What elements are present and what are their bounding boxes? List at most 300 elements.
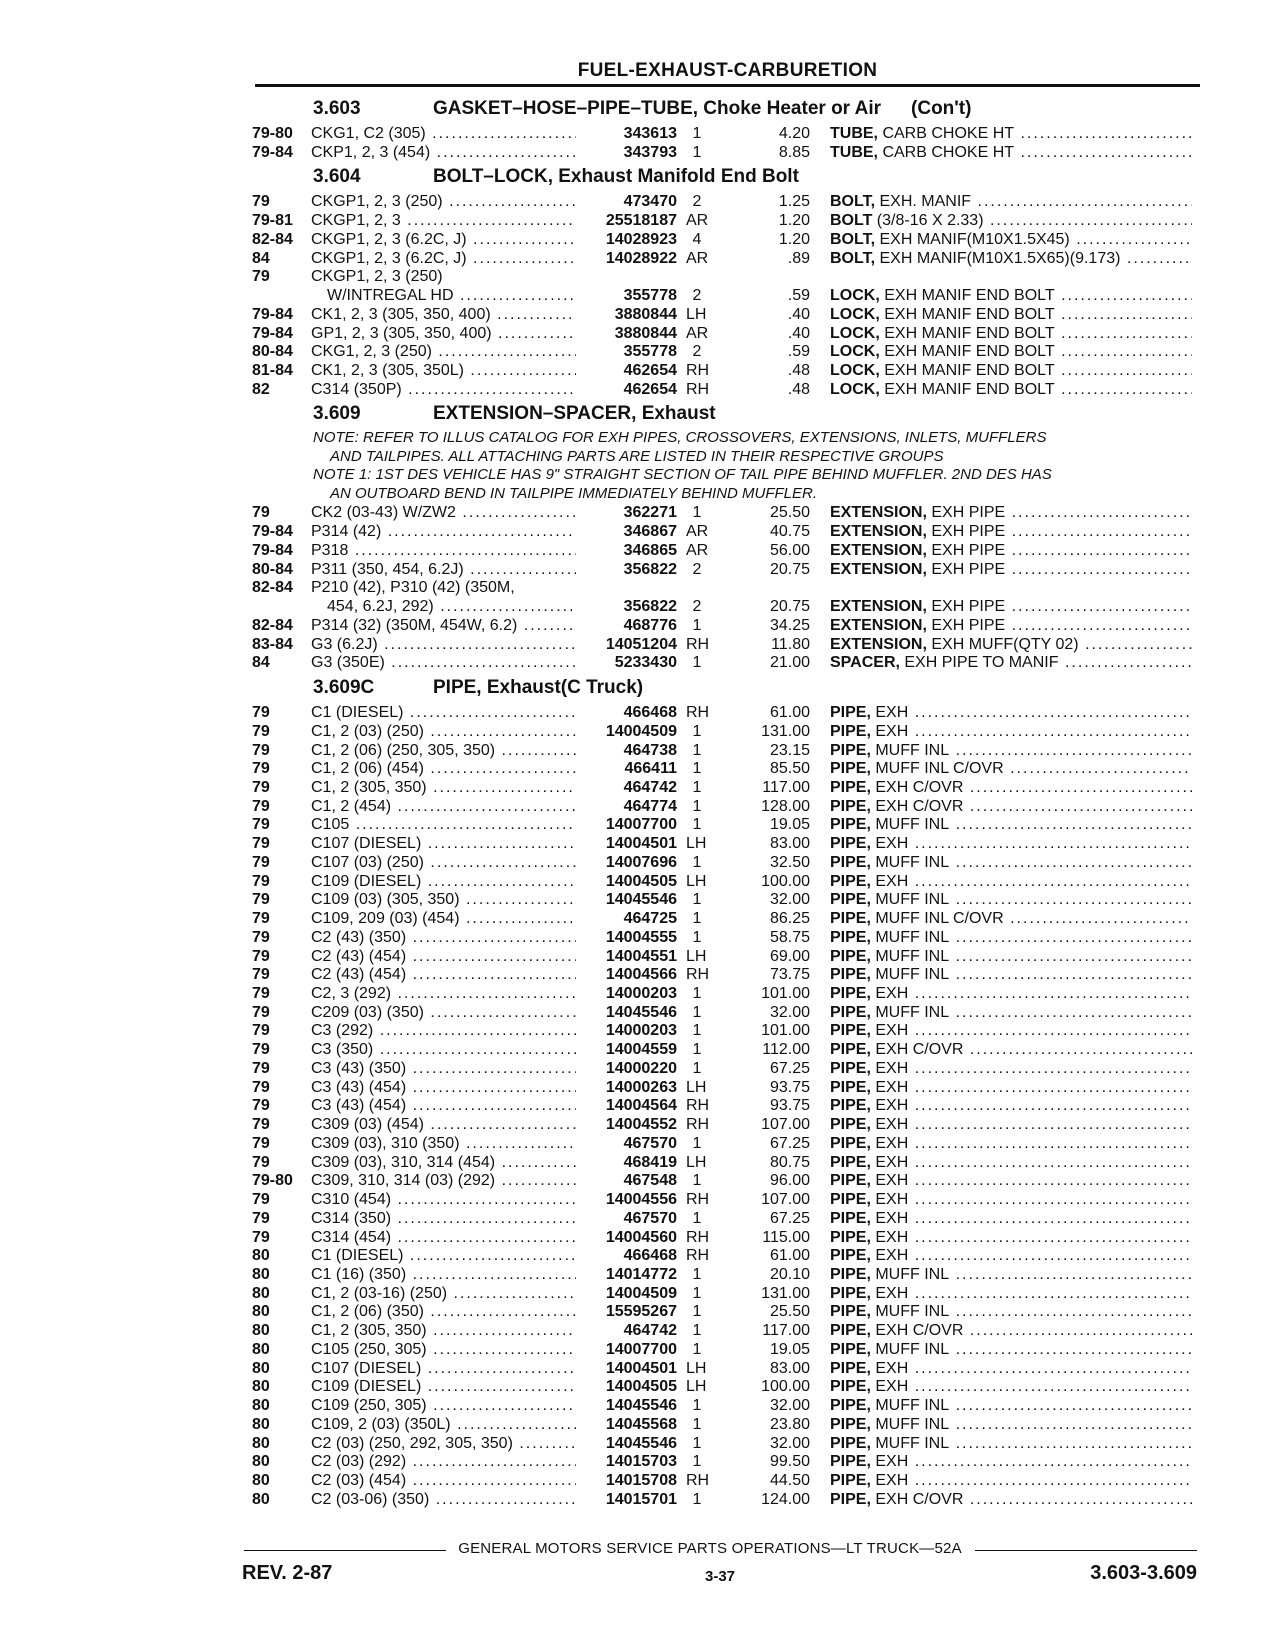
list-price: 1.20 (778, 230, 810, 248)
model-year: 80-84 (252, 560, 293, 578)
model-year: 79 (252, 1097, 270, 1115)
parts-row (0, 578, 1280, 597)
part-detail: MUFF INL C/OVR (870, 760, 1004, 778)
parts-row (0, 286, 1280, 305)
model-application: C1 (16) (350) ..... (311, 1265, 576, 1284)
part-description (830, 853, 1192, 872)
section-subtitle: (Con't) (911, 98, 972, 119)
list-price: 23.80 (769, 1415, 810, 1433)
part-detail: EXH MANIF END BOLT (879, 380, 1055, 398)
model-application: P311 (350, 454, 6.2J) ..... (311, 560, 576, 579)
model-year: 80-84 (252, 343, 293, 361)
model-application: C2, 3 (292) ..... (311, 984, 576, 1003)
part-number: 14045546 (605, 1434, 677, 1452)
part-name: PIPE, (830, 1172, 871, 1190)
part-name: PIPE, (830, 1415, 871, 1433)
list-price: .59 (787, 287, 810, 305)
part-description (830, 522, 1192, 541)
part-name: PIPE, (830, 1059, 871, 1077)
parts-row (0, 522, 1280, 541)
part-number: 14004556 (605, 1191, 677, 1209)
part-name: PIPE, (830, 1247, 871, 1265)
quantity: RH (686, 966, 710, 984)
quantity: RH (686, 362, 710, 380)
footer-publisher: GENERAL MOTORS SERVICE PARTS OPERATIONS—LT TRUCK—52A (458, 1540, 962, 1557)
parts-row (0, 890, 1280, 909)
section-title: PIPE, Exhaust(C Truck) (433, 677, 644, 699)
part-detail: EXH PIPE (926, 616, 1006, 634)
model-year: 79 (252, 1153, 270, 1171)
part-name: PIPE, (830, 760, 871, 778)
part-description (830, 928, 1192, 947)
part-name: PIPE, (830, 1134, 871, 1152)
model-year: 80 (252, 1453, 270, 1471)
part-description (830, 1452, 1192, 1471)
model-year: 79-81 (252, 212, 293, 230)
part-description (830, 834, 1192, 853)
quantity: LH (686, 1153, 707, 1171)
part-number: 466468 (623, 704, 677, 722)
quantity: 1 (692, 816, 702, 834)
parts-row (0, 1471, 1280, 1490)
part-description (830, 1471, 1192, 1490)
quantity: RH (686, 1228, 710, 1246)
part-detail: EXH (870, 1359, 909, 1377)
model-year: 79-80 (252, 125, 293, 142)
part-number: 14000203 (605, 1022, 677, 1040)
parts-row (0, 1078, 1280, 1097)
model-year: 79 (252, 928, 270, 946)
model-application: CKGP1, 2, 3 (250) (311, 268, 443, 286)
parts-row (0, 230, 1280, 249)
model-application: C314 (350) ..... (311, 1209, 576, 1228)
list-price: 115.00 (762, 1228, 810, 1246)
part-name: EXTENSION, (830, 598, 927, 616)
part-number: 14004509 (605, 1284, 677, 1302)
model-year: 79-84 (252, 523, 293, 541)
part-description (830, 616, 1192, 635)
quantity: 1 (692, 722, 702, 740)
part-detail: CARB CHOKE HT (878, 143, 1015, 161)
part-number: 14000263 (605, 1078, 677, 1096)
model-year: 79 (252, 872, 270, 890)
quantity: 1 (692, 1397, 702, 1415)
quantity: AR (686, 212, 709, 230)
parts-row (0, 909, 1280, 928)
part-number: 14015708 (605, 1471, 677, 1489)
list-price: 107.00 (761, 1191, 810, 1209)
part-number: 462654 (623, 362, 677, 380)
part-detail: EXH (870, 722, 909, 740)
part-number: 362271 (623, 504, 677, 522)
quantity: LH (686, 1378, 707, 1396)
part-description (830, 1190, 1192, 1209)
section-heading (313, 96, 971, 122)
part-name: LOCK, (830, 380, 880, 398)
quantity: LH (686, 947, 707, 965)
quantity: AR (686, 324, 709, 342)
part-description (830, 1434, 1192, 1453)
model-year: 79 (252, 1209, 270, 1227)
quantity: 1 (692, 1134, 702, 1152)
parts-row (0, 928, 1280, 947)
parts-row (0, 1171, 1280, 1190)
part-number: 14045546 (605, 1003, 677, 1021)
part-description (830, 192, 1192, 211)
list-price: 86.25 (769, 910, 810, 928)
quantity: 1 (692, 1340, 702, 1358)
parts-row (0, 192, 1280, 211)
part-description (830, 1321, 1192, 1340)
part-description (830, 909, 1192, 928)
model-application: P314 (32) (350M, 454W, 6.2) ..... (311, 616, 576, 635)
quantity: LH (686, 305, 707, 323)
part-description (830, 872, 1192, 891)
part-detail: EXH PIPE (926, 560, 1006, 578)
list-price: 34.25 (769, 616, 810, 634)
part-number: 14004564 (605, 1097, 677, 1115)
part-number: 15595267 (605, 1303, 677, 1321)
model-year: 84 (252, 249, 270, 267)
part-detail: EXH (870, 1116, 909, 1134)
model-year: 80 (252, 1322, 270, 1340)
list-price: 4.20 (778, 125, 810, 142)
part-number: 464725 (623, 910, 677, 928)
part-detail: EXH (870, 1134, 909, 1152)
quantity: LH (686, 1078, 707, 1096)
model-application: C1, 2 (305, 350) ..... (311, 778, 576, 797)
part-description (830, 1415, 1192, 1434)
quantity: 2 (692, 193, 702, 211)
parts-row (0, 1228, 1280, 1247)
model-year: 79 (252, 1134, 270, 1152)
parts-row (0, 853, 1280, 872)
part-detail: EXH (870, 985, 909, 1002)
part-description (830, 759, 1192, 778)
part-detail: EXH MANIF(M10X1.5X65)(9.173) (875, 249, 1121, 267)
parts-row (0, 1377, 1280, 1396)
part-number: 14014772 (605, 1265, 677, 1283)
parts-row (0, 947, 1280, 966)
part-name: BOLT (830, 212, 873, 230)
part-description (830, 703, 1192, 722)
quantity: 1 (692, 654, 702, 672)
part-name: PIPE, (830, 1397, 871, 1415)
model-year: 79 (252, 797, 270, 815)
part-description (830, 211, 1192, 230)
list-price: .40 (787, 324, 810, 342)
part-number: 3880844 (614, 324, 677, 342)
list-price: .48 (787, 380, 810, 398)
quantity: 1 (692, 985, 702, 1002)
model-application: C314 (454) ..... (311, 1228, 576, 1247)
model-year: 79 (252, 760, 270, 778)
model-application: C2 (03) (454) ..... (311, 1471, 576, 1490)
part-name: PIPE, (830, 1003, 871, 1021)
quantity: RH (686, 1471, 710, 1489)
part-number: 346865 (623, 541, 677, 559)
part-detail: MUFF INL (870, 966, 950, 984)
model-year: 79 (252, 1078, 270, 1096)
model-application: C2 (03-06) (350) ..... (311, 1490, 576, 1509)
quantity: 1 (692, 853, 702, 871)
parts-row (0, 324, 1280, 343)
part-number: 356822 (623, 598, 677, 616)
model-year: 79-84 (252, 324, 293, 342)
part-detail: EXH PIPE (926, 541, 1006, 559)
part-detail: MUFF INL (870, 891, 950, 909)
part-detail: EXH (870, 1378, 909, 1396)
parts-row (0, 616, 1280, 635)
part-description (830, 1246, 1192, 1265)
list-price: 61.00 (769, 704, 810, 722)
part-number: 14051204 (605, 635, 677, 653)
part-description (830, 1153, 1192, 1172)
part-name: LOCK, (830, 305, 880, 323)
part-name: EXTENSION, (830, 504, 927, 522)
model-year: 80 (252, 1265, 270, 1283)
quantity: 1 (692, 1284, 702, 1302)
quantity: 2 (692, 598, 702, 616)
part-name: PIPE, (830, 741, 871, 759)
part-number: 14028923 (605, 230, 677, 248)
section-title: EXTENSION–SPACER, Exhaust (433, 403, 716, 425)
model-year: 79-84 (252, 305, 293, 323)
list-price: 1.20 (778, 212, 810, 230)
quantity: 1 (692, 1322, 702, 1340)
model-application: C107 (DIESEL) ..... (311, 834, 576, 853)
quantity: LH (686, 872, 707, 890)
model-application: CKGP1, 2, 3 (6.2C, J) ..... (311, 249, 576, 268)
parts-row (0, 1265, 1280, 1284)
list-price: 19.05 (769, 1340, 810, 1358)
model-application: C109 (03) (305, 350) ..... (311, 890, 576, 909)
part-name: PIPE, (830, 928, 871, 946)
list-price: 19.05 (769, 816, 810, 834)
part-description (830, 890, 1192, 909)
list-price: 80.75 (769, 1153, 810, 1171)
model-year: 79 (252, 1228, 270, 1246)
part-detail: MUFF INL C/OVR (870, 910, 1004, 928)
part-detail: MUFF INL (870, 853, 950, 871)
section-number: 3.609C (313, 677, 375, 699)
part-name: PIPE, (830, 1041, 871, 1059)
parts-row (0, 778, 1280, 797)
list-price: 61.00 (769, 1247, 810, 1265)
model-application: C2 (03) (250, 292, 305, 350) ..... (311, 1434, 576, 1453)
model-year: 79 (252, 835, 270, 853)
model-application: C105 ..... (311, 815, 576, 834)
model-year: 80 (252, 1378, 270, 1396)
part-description (830, 965, 1192, 984)
part-description (830, 249, 1192, 268)
part-description (830, 1228, 1192, 1247)
part-description (830, 143, 1192, 162)
model-application: GP1, 2, 3 (305, 350, 400) ..... (311, 324, 576, 343)
parts-row (0, 1096, 1280, 1115)
list-price: 117.00 (762, 778, 810, 796)
quantity: 1 (692, 760, 702, 778)
model-year: 80 (252, 1490, 270, 1508)
part-name: EXTENSION, (830, 616, 927, 634)
part-detail: EXH C/OVR (870, 778, 964, 796)
model-year: 79 (252, 741, 270, 759)
part-name: TUBE, (830, 125, 878, 142)
part-number: 468419 (623, 1153, 677, 1171)
section-note: AN OUTBOARD BEND IN TAILPIPE IMMEDIATELY BEHIND MUFFLER. (330, 484, 818, 502)
part-description (830, 361, 1192, 380)
model-application: C109 (DIESEL) ..... (311, 872, 576, 891)
model-year: 79 (252, 704, 270, 722)
part-description (830, 230, 1192, 249)
quantity: 1 (692, 1003, 702, 1021)
part-name: PIPE, (830, 1265, 871, 1283)
part-detail: MUFF INL (870, 1340, 950, 1358)
quantity: 1 (692, 1453, 702, 1471)
quantity: 1 (692, 616, 702, 634)
parts-row (0, 267, 1280, 286)
part-name: PIPE, (830, 1453, 871, 1471)
part-number: 356822 (623, 560, 677, 578)
part-number: 346867 (623, 523, 677, 541)
section-title: GASKET–HOSE–PIPE–TUBE, Choke Heater or Air (433, 98, 882, 119)
part-number: 14004509 (605, 722, 677, 740)
parts-row (0, 797, 1280, 816)
parts-row (0, 342, 1280, 361)
list-price: 93.75 (769, 1078, 810, 1096)
part-description (830, 947, 1192, 966)
part-name: BOLT, (830, 193, 876, 211)
parts-row (0, 249, 1280, 268)
model-application: C105 (250, 305) ..... (311, 1340, 576, 1359)
model-application: G3 (350E) ..... (311, 653, 576, 672)
model-application: C314 (350P) ..... (311, 380, 576, 399)
list-price: 44.50 (769, 1471, 810, 1489)
list-price: 20.75 (769, 560, 810, 578)
model-year: 80 (252, 1434, 270, 1452)
model-application: P318 ..... (311, 541, 576, 560)
part-description (830, 1284, 1192, 1303)
parts-row (0, 1284, 1280, 1303)
part-description (830, 797, 1192, 816)
list-price: 32.50 (769, 853, 810, 871)
part-number: 14000203 (605, 985, 677, 1002)
quantity: RH (686, 380, 710, 398)
part-detail: EXH (870, 1453, 909, 1471)
model-year: 79 (252, 816, 270, 834)
part-detail: MUFF INL (870, 1397, 950, 1415)
model-application: C3 (43) (350) ..... (311, 1059, 576, 1078)
part-name: PIPE, (830, 1097, 871, 1115)
part-detail: EXH (870, 1078, 909, 1096)
quantity: RH (686, 1191, 710, 1209)
list-price: 67.25 (769, 1134, 810, 1152)
page-header-title: FUEL-EXHAUST-CARBURETION (577, 60, 878, 81)
model-year: 79 (252, 1022, 270, 1040)
part-description (830, 1115, 1192, 1134)
quantity: 1 (692, 1490, 702, 1508)
list-price: 107.00 (761, 1116, 810, 1134)
part-number: 14000220 (605, 1059, 677, 1077)
part-detail: EXH C/OVR (870, 1490, 964, 1508)
list-price: .48 (787, 362, 810, 380)
part-name: PIPE, (830, 704, 871, 722)
parts-row (0, 1302, 1280, 1321)
model-application: C109, 209 (03) (454) ..... (311, 909, 576, 928)
part-detail: EXH (870, 704, 909, 722)
part-detail: MUFF INL (870, 1303, 950, 1321)
part-description (830, 984, 1192, 1003)
quantity: RH (686, 635, 710, 653)
part-number: 14004559 (605, 1041, 677, 1059)
part-detail: EXH (870, 1471, 909, 1489)
model-year: 79 (252, 1116, 270, 1134)
parts-row (0, 635, 1280, 654)
model-application: C1, 2 (03-16) (250) ..... (311, 1284, 576, 1303)
model-year: 80 (252, 1284, 270, 1302)
model-year: 79 (252, 778, 270, 796)
part-name: PIPE, (830, 1340, 871, 1358)
list-price: 20.10 (769, 1265, 810, 1283)
model-year: 82-84 (252, 230, 293, 248)
part-name: PIPE, (830, 1359, 871, 1377)
part-name: PIPE, (830, 1116, 871, 1134)
part-name: PIPE, (830, 985, 871, 1002)
parts-row (0, 560, 1280, 579)
model-application: CK1, 2, 3 (305, 350, 400) ..... (311, 305, 576, 324)
part-detail: MUFF INL (870, 741, 950, 759)
part-description (830, 1059, 1192, 1078)
header-rule (255, 84, 1200, 87)
model-application: C3 (350) ..... (311, 1040, 576, 1059)
model-application: P314 (42) ..... (311, 522, 576, 541)
part-detail: EXH PIPE (926, 598, 1006, 616)
parts-row (0, 1059, 1280, 1078)
list-price: 20.75 (769, 598, 810, 616)
model-application: C309, 310, 314 (03) (292) ..... (311, 1171, 576, 1190)
part-description (830, 1359, 1192, 1378)
model-application: C1, 2 (06) (454) ..... (311, 759, 576, 778)
model-application: 454, 6.2J, 292) ..... (327, 597, 576, 616)
part-name: PIPE, (830, 891, 871, 909)
list-price: 25.50 (769, 1303, 810, 1321)
section-title: BOLT–LOCK, Exhaust Manifold End Bolt (433, 166, 799, 188)
model-application: W/INTREGAL HD ..... (327, 286, 576, 305)
model-application: C1 (DIESEL) ..... (311, 1246, 576, 1265)
model-year: 79 (252, 1041, 270, 1059)
section-range: 3.603-3.609 (1090, 1562, 1197, 1584)
part-number: 464774 (623, 797, 677, 815)
model-application: C107 (03) (250) ..... (311, 853, 576, 872)
part-name: EXTENSION, (830, 523, 927, 541)
model-year: 79 (252, 1003, 270, 1021)
part-number: 25518187 (605, 212, 677, 230)
part-description (830, 380, 1192, 399)
section-note: AND TAILPIPES. ALL ATTACHING PARTS ARE LISTED IN THEIR RESPECTIVE GROUPS (330, 447, 944, 465)
part-detail: EXH MANIF END BOLT (879, 343, 1055, 361)
part-description (830, 1340, 1192, 1359)
part-name: PIPE, (830, 1322, 871, 1340)
part-number: 14045568 (605, 1415, 677, 1433)
part-detail: MUFF INL (870, 1415, 950, 1433)
part-number: 466468 (623, 1247, 677, 1265)
model-application: CKGP1, 2, 3 (6.2C, J) ..... (311, 230, 576, 249)
model-application: CKG1, C2 (305) ..... (311, 124, 576, 143)
part-detail: EXH PIPE TO MANIF (899, 654, 1059, 672)
parts-row (0, 965, 1280, 984)
section-number: 3.603 (313, 98, 361, 119)
parts-row (0, 1209, 1280, 1228)
